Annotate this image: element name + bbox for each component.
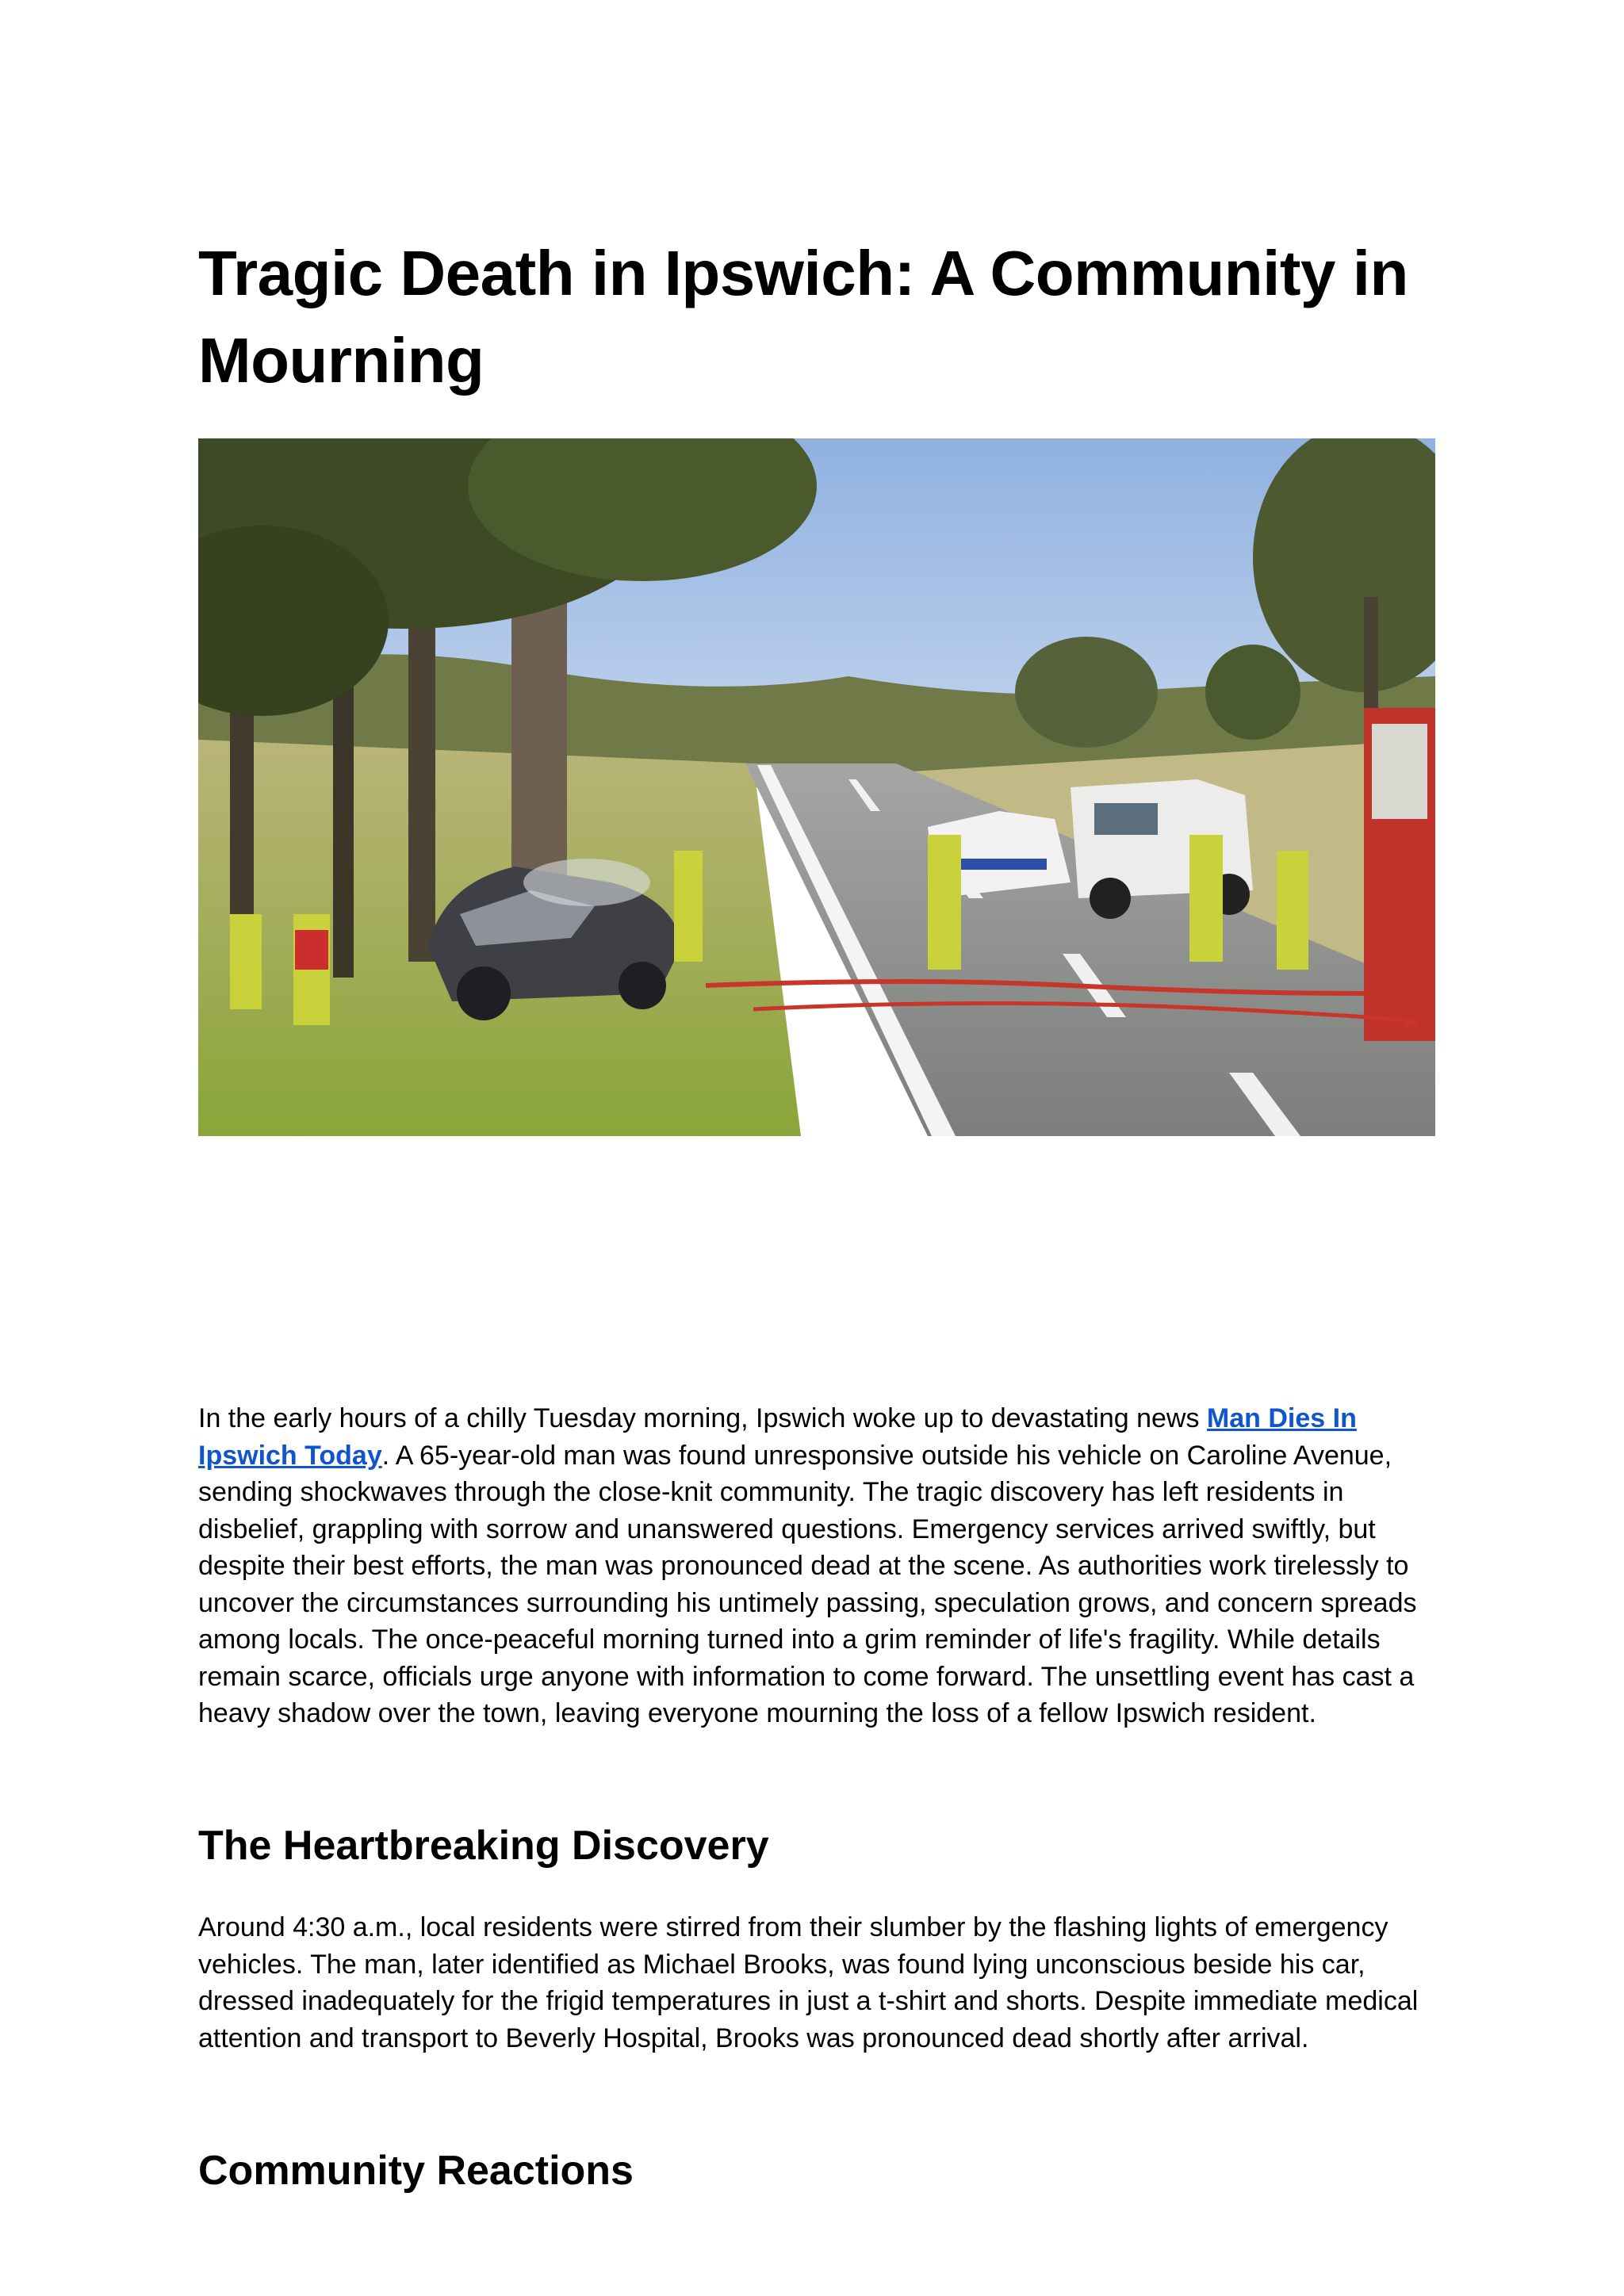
article (198, 230, 1435, 2194)
section-body-discovery: Around 4:30 a.m., local residents were stirred from their slumber by the flashing lights of emergency vehicles. The man, later identified as Michael Brooks, was found lying unconscious beside his car, dressed inadequately for the frigid temperatures in just a t-shirt and shorts. Despite immediate medical attention and transport to Beverly Hospital, Brooks was pronounced dead shortly after arrival. (198, 1912, 1419, 2053)
article-photo (198, 438, 1435, 1136)
article-title: Tragic Death in Ipswich: A Community in Mourning (198, 238, 1408, 396)
intro-text-before-link: In the early hours of a chilly Tuesday morning, Ipswich woke up to devastating news (198, 1403, 1207, 1433)
intro-text-after-link: . A 65-year-old man was found unresponsive outside his vehicle on Caroline Avenue, sending shockwaves through the close-knit community. The tragic discovery has left residents in disbelief, grappling with sorrow and unanswered questions. Emergency services arrived swiftly, but despite their best efforts, the man was pronounced dead at the scene. As authorities work tirelessly to uncover the circumstances surrounding his untimely passing, speculation grows, and concern spreads among locals. The once-peaceful morning turned into a grim reminder of life's fragility. While details remain scarce, officials urge anyone with information to come forward. The unsettling event has cast a heavy shadow over the town, leaving everyone mourning the loss of a fellow Ipswich resident. (198, 1440, 1417, 1728)
section-heading-community-reactions: Community Reactions (198, 2148, 634, 2194)
intro-paragraph (198, 1400, 1435, 1732)
man-dies-in-ipswich-link[interactable]: Man Dies In Ipswich Today (198, 1403, 1357, 1471)
section-heading-discovery: The Heartbreaking Discovery (198, 1823, 769, 1869)
